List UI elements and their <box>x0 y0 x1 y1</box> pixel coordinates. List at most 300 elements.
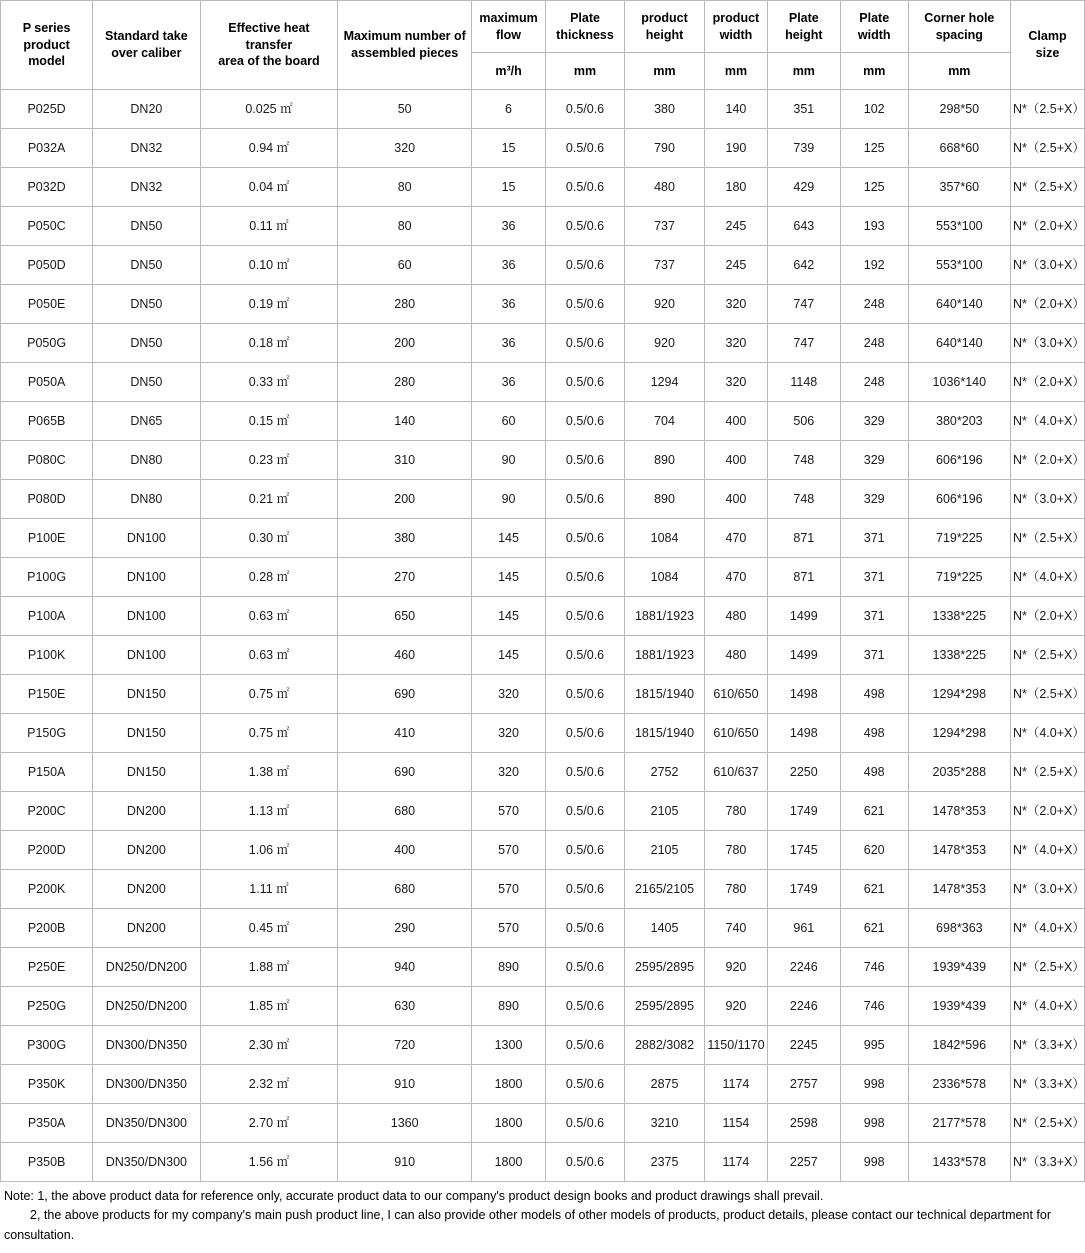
cell-product-width: 1154 <box>705 1104 768 1143</box>
table-row <box>1 714 1085 753</box>
table-row <box>1 90 1085 129</box>
col-header-max-flow: maximum flow <box>472 1 546 53</box>
cell-assembled-pieces: 280 <box>338 285 472 324</box>
cell-heat-transfer-area: 1.11 ㎡ <box>200 870 338 909</box>
cell-max-flow: 570 <box>472 909 546 948</box>
cell-product-width: 480 <box>705 597 768 636</box>
cell-plate-height: 871 <box>767 519 840 558</box>
cell-clamp-size: N*（2.0+X） <box>1010 285 1084 324</box>
cell-plate-width: 102 <box>840 90 908 129</box>
cell-corner-hole-spacing: 606*196 <box>908 441 1010 480</box>
cell-heat-transfer-area: 0.11 ㎡ <box>200 207 338 246</box>
cell-product-model: P250G <box>1 987 93 1026</box>
cell-corner-hole-spacing: 698*363 <box>908 909 1010 948</box>
cell-plate-thickness: 0.5/0.6 <box>546 363 625 402</box>
cell-assembled-pieces: 60 <box>338 246 472 285</box>
cell-corner-hole-spacing: 640*140 <box>908 285 1010 324</box>
cell-product-model: P100E <box>1 519 93 558</box>
cell-assembled-pieces: 650 <box>338 597 472 636</box>
cell-corner-hole-spacing: 719*225 <box>908 558 1010 597</box>
cell-plate-width: 998 <box>840 1065 908 1104</box>
cell-standard-caliber: DN300/DN350 <box>93 1026 200 1065</box>
notes-block <box>0 1182 1085 1253</box>
cell-product-model: P100G <box>1 558 93 597</box>
cell-plate-height: 1499 <box>767 597 840 636</box>
cell-standard-caliber: DN100 <box>93 558 200 597</box>
cell-plate-height: 739 <box>767 129 840 168</box>
cell-product-width: 400 <box>705 402 768 441</box>
cell-assembled-pieces: 380 <box>338 519 472 558</box>
cell-heat-transfer-area: 0.21 ㎡ <box>200 480 338 519</box>
cell-plate-height: 1498 <box>767 714 840 753</box>
cell-plate-thickness: 0.5/0.6 <box>546 987 625 1026</box>
cell-heat-transfer-area: 1.85 ㎡ <box>200 987 338 1026</box>
cell-clamp-size: N*（4.0+X） <box>1010 558 1084 597</box>
cell-corner-hole-spacing: 1939*439 <box>908 987 1010 1026</box>
cell-plate-width: 248 <box>840 363 908 402</box>
cell-max-flow: 90 <box>472 441 546 480</box>
cell-standard-caliber: DN80 <box>93 441 200 480</box>
cell-plate-height: 2245 <box>767 1026 840 1065</box>
cell-assembled-pieces: 320 <box>338 129 472 168</box>
cell-product-width: 1174 <box>705 1143 768 1182</box>
cell-product-model: P050A <box>1 363 93 402</box>
cell-assembled-pieces: 690 <box>338 675 472 714</box>
cell-plate-thickness: 0.5/0.6 <box>546 480 625 519</box>
cell-assembled-pieces: 630 <box>338 987 472 1026</box>
col-header-product-model: P series product model <box>1 1 93 90</box>
cell-product-width: 740 <box>705 909 768 948</box>
cell-plate-thickness: 0.5/0.6 <box>546 441 625 480</box>
cell-heat-transfer-area: 1.06 ㎡ <box>200 831 338 870</box>
unit-product-height: mm <box>625 53 705 90</box>
cell-max-flow: 36 <box>472 207 546 246</box>
cell-max-flow: 6 <box>472 90 546 129</box>
cell-product-height: 1084 <box>625 558 705 597</box>
cell-max-flow: 1800 <box>472 1104 546 1143</box>
cell-plate-height: 1498 <box>767 675 840 714</box>
cell-assembled-pieces: 200 <box>338 324 472 363</box>
note-line-1: Note: 1, the above product data for reference only, accurate product data to our company's product design books and product drawings shall prevail. <box>4 1189 824 1203</box>
cell-product-width: 470 <box>705 558 768 597</box>
cell-plate-thickness: 0.5/0.6 <box>546 714 625 753</box>
cell-product-model: P080C <box>1 441 93 480</box>
cell-product-width: 400 <box>705 441 768 480</box>
cell-plate-width: 248 <box>840 285 908 324</box>
cell-product-width: 470 <box>705 519 768 558</box>
cell-max-flow: 36 <box>472 324 546 363</box>
cell-product-width: 320 <box>705 285 768 324</box>
cell-product-width: 180 <box>705 168 768 207</box>
cell-product-height: 380 <box>625 90 705 129</box>
cell-product-height: 1405 <box>625 909 705 948</box>
cell-standard-caliber: DN250/DN200 <box>93 987 200 1026</box>
table-row <box>1 285 1085 324</box>
cell-clamp-size: N*（2.5+X） <box>1010 129 1084 168</box>
cell-product-height: 2165/2105 <box>625 870 705 909</box>
cell-plate-thickness: 0.5/0.6 <box>546 402 625 441</box>
cell-max-flow: 145 <box>472 558 546 597</box>
cell-plate-height: 1749 <box>767 870 840 909</box>
cell-product-height: 2595/2895 <box>625 948 705 987</box>
cell-corner-hole-spacing: 640*140 <box>908 324 1010 363</box>
col-header-product-height: product height <box>625 1 705 53</box>
table-row <box>1 675 1085 714</box>
cell-product-model: P300G <box>1 1026 93 1065</box>
cell-clamp-size: N*（3.0+X） <box>1010 324 1084 363</box>
cell-plate-height: 747 <box>767 285 840 324</box>
cell-clamp-size: N*（4.0+X） <box>1010 402 1084 441</box>
cell-corner-hole-spacing: 1478*353 <box>908 792 1010 831</box>
cell-plate-width: 371 <box>840 597 908 636</box>
cell-plate-thickness: 0.5/0.6 <box>546 870 625 909</box>
cell-plate-thickness: 0.5/0.6 <box>546 129 625 168</box>
col-header-plate-width: Plate width <box>840 1 908 53</box>
cell-corner-hole-spacing: 1338*225 <box>908 636 1010 675</box>
cell-product-height: 3210 <box>625 1104 705 1143</box>
cell-product-model: P100K <box>1 636 93 675</box>
cell-assembled-pieces: 270 <box>338 558 472 597</box>
cell-product-height: 1881/1923 <box>625 636 705 675</box>
cell-heat-transfer-area: 0.18 ㎡ <box>200 324 338 363</box>
unit-product-width: mm <box>705 53 768 90</box>
cell-plate-width: 998 <box>840 1143 908 1182</box>
cell-standard-caliber: DN150 <box>93 753 200 792</box>
table-row <box>1 129 1085 168</box>
cell-plate-thickness: 0.5/0.6 <box>546 324 625 363</box>
cell-product-height: 2752 <box>625 753 705 792</box>
cell-assembled-pieces: 80 <box>338 207 472 246</box>
cell-max-flow: 570 <box>472 831 546 870</box>
cell-heat-transfer-area: 0.30 ㎡ <box>200 519 338 558</box>
cell-product-height: 920 <box>625 324 705 363</box>
cell-max-flow: 90 <box>472 480 546 519</box>
cell-max-flow: 890 <box>472 948 546 987</box>
cell-plate-thickness: 0.5/0.6 <box>546 636 625 675</box>
cell-product-model: P150G <box>1 714 93 753</box>
cell-product-height: 1881/1923 <box>625 597 705 636</box>
cell-plate-thickness: 0.5/0.6 <box>546 675 625 714</box>
cell-product-model: P350A <box>1 1104 93 1143</box>
cell-clamp-size: N*（4.0+X） <box>1010 987 1084 1026</box>
cell-plate-width: 498 <box>840 753 908 792</box>
cell-plate-thickness: 0.5/0.6 <box>546 285 625 324</box>
cell-clamp-size: N*（4.0+X） <box>1010 831 1084 870</box>
cell-heat-transfer-area: 0.28 ㎡ <box>200 558 338 597</box>
cell-product-width: 1150/1170 <box>705 1026 768 1065</box>
cell-corner-hole-spacing: 668*60 <box>908 129 1010 168</box>
cell-max-flow: 320 <box>472 714 546 753</box>
cell-plate-width: 193 <box>840 207 908 246</box>
cell-assembled-pieces: 680 <box>338 870 472 909</box>
cell-assembled-pieces: 410 <box>338 714 472 753</box>
col-header-product-width: product width <box>705 1 768 53</box>
cell-plate-width: 329 <box>840 441 908 480</box>
cell-clamp-size: N*（3.0+X） <box>1010 246 1084 285</box>
cell-product-width: 780 <box>705 831 768 870</box>
cell-plate-width: 621 <box>840 909 908 948</box>
cell-plate-thickness: 0.5/0.6 <box>546 519 625 558</box>
cell-assembled-pieces: 460 <box>338 636 472 675</box>
cell-plate-height: 748 <box>767 441 840 480</box>
cell-product-model: P200B <box>1 909 93 948</box>
cell-product-width: 245 <box>705 246 768 285</box>
cell-max-flow: 36 <box>472 285 546 324</box>
cell-product-height: 1084 <box>625 519 705 558</box>
cell-max-flow: 36 <box>472 363 546 402</box>
cell-plate-thickness: 0.5/0.6 <box>546 558 625 597</box>
cell-standard-caliber: DN20 <box>93 90 200 129</box>
cell-plate-width: 125 <box>840 129 908 168</box>
header-row-titles <box>1 1 1085 53</box>
cell-standard-caliber: DN100 <box>93 519 200 558</box>
cell-assembled-pieces: 680 <box>338 792 472 831</box>
cell-standard-caliber: DN32 <box>93 129 200 168</box>
cell-clamp-size: N*（3.3+X） <box>1010 1143 1084 1182</box>
col-header-heat-transfer-area: Effective heat transfer area of the board <box>200 1 338 90</box>
cell-plate-width: 621 <box>840 870 908 909</box>
cell-clamp-size: N*（3.3+X） <box>1010 1065 1084 1104</box>
cell-corner-hole-spacing: 1478*353 <box>908 831 1010 870</box>
cell-plate-height: 2246 <box>767 987 840 1026</box>
cell-product-model: P032A <box>1 129 93 168</box>
unit-max-flow: m³/h <box>472 53 546 90</box>
cell-product-model: P150E <box>1 675 93 714</box>
cell-plate-height: 961 <box>767 909 840 948</box>
table-row <box>1 558 1085 597</box>
cell-product-model: P200D <box>1 831 93 870</box>
cell-plate-width: 998 <box>840 1104 908 1143</box>
table-row <box>1 753 1085 792</box>
cell-assembled-pieces: 690 <box>338 753 472 792</box>
cell-plate-width: 125 <box>840 168 908 207</box>
cell-standard-caliber: DN250/DN200 <box>93 948 200 987</box>
cell-max-flow: 145 <box>472 636 546 675</box>
cell-product-height: 920 <box>625 285 705 324</box>
unit-plate-thickness: mm <box>546 53 625 90</box>
cell-max-flow: 1800 <box>472 1143 546 1182</box>
cell-assembled-pieces: 310 <box>338 441 472 480</box>
cell-product-height: 790 <box>625 129 705 168</box>
cell-heat-transfer-area: 0.15 ㎡ <box>200 402 338 441</box>
cell-plate-height: 506 <box>767 402 840 441</box>
cell-max-flow: 60 <box>472 402 546 441</box>
cell-max-flow: 320 <box>472 753 546 792</box>
cell-clamp-size: N*（2.0+X） <box>1010 792 1084 831</box>
cell-standard-caliber: DN50 <box>93 246 200 285</box>
cell-standard-caliber: DN50 <box>93 363 200 402</box>
cell-plate-thickness: 0.5/0.6 <box>546 753 625 792</box>
note-line-2: 2, the above products for my company's main push product line, I can also provide other models of other models of products, product details, please contact our technical department for consultation. <box>4 1208 1051 1242</box>
cell-product-width: 320 <box>705 363 768 402</box>
cell-corner-hole-spacing: 1294*298 <box>908 714 1010 753</box>
cell-clamp-size: N*（4.0+X） <box>1010 909 1084 948</box>
table-row <box>1 1065 1085 1104</box>
cell-heat-transfer-area: 1.38 ㎡ <box>200 753 338 792</box>
table-row <box>1 831 1085 870</box>
cell-corner-hole-spacing: 1433*578 <box>908 1143 1010 1182</box>
cell-plate-thickness: 0.5/0.6 <box>546 831 625 870</box>
cell-standard-caliber: DN50 <box>93 285 200 324</box>
cell-product-model: P100A <box>1 597 93 636</box>
cell-heat-transfer-area: 1.13 ㎡ <box>200 792 338 831</box>
cell-standard-caliber: DN350/DN300 <box>93 1143 200 1182</box>
cell-plate-height: 2598 <box>767 1104 840 1143</box>
cell-heat-transfer-area: 0.19 ㎡ <box>200 285 338 324</box>
cell-plate-height: 1745 <box>767 831 840 870</box>
table-row <box>1 870 1085 909</box>
cell-max-flow: 570 <box>472 792 546 831</box>
cell-clamp-size: N*（2.0+X） <box>1010 441 1084 480</box>
cell-plate-height: 429 <box>767 168 840 207</box>
cell-standard-caliber: DN32 <box>93 168 200 207</box>
table-body <box>1 90 1085 1182</box>
cell-standard-caliber: DN200 <box>93 909 200 948</box>
table-header <box>1 1 1085 90</box>
cell-max-flow: 15 <box>472 129 546 168</box>
table-row <box>1 324 1085 363</box>
cell-plate-height: 2250 <box>767 753 840 792</box>
cell-plate-width: 995 <box>840 1026 908 1065</box>
cell-product-width: 610/650 <box>705 675 768 714</box>
cell-plate-thickness: 0.5/0.6 <box>546 168 625 207</box>
table-row <box>1 1104 1085 1143</box>
cell-corner-hole-spacing: 719*225 <box>908 519 1010 558</box>
cell-product-height: 737 <box>625 207 705 246</box>
cell-plate-height: 1749 <box>767 792 840 831</box>
cell-plate-height: 2246 <box>767 948 840 987</box>
cell-assembled-pieces: 400 <box>338 831 472 870</box>
cell-product-width: 480 <box>705 636 768 675</box>
cell-heat-transfer-area: 2.30 ㎡ <box>200 1026 338 1065</box>
unit-plate-height: mm <box>767 53 840 90</box>
cell-max-flow: 570 <box>472 870 546 909</box>
cell-product-width: 920 <box>705 948 768 987</box>
cell-standard-caliber: DN300/DN350 <box>93 1065 200 1104</box>
cell-corner-hole-spacing: 380*203 <box>908 402 1010 441</box>
cell-product-width: 400 <box>705 480 768 519</box>
cell-plate-thickness: 0.5/0.6 <box>546 1065 625 1104</box>
cell-corner-hole-spacing: 2177*578 <box>908 1104 1010 1143</box>
cell-heat-transfer-area: 0.94 ㎡ <box>200 129 338 168</box>
cell-clamp-size: N*（2.0+X） <box>1010 597 1084 636</box>
cell-standard-caliber: DN200 <box>93 792 200 831</box>
cell-clamp-size: N*（2.5+X） <box>1010 753 1084 792</box>
cell-heat-transfer-area: 0.63 ㎡ <box>200 636 338 675</box>
cell-plate-thickness: 0.5/0.6 <box>546 1104 625 1143</box>
cell-corner-hole-spacing: 298*50 <box>908 90 1010 129</box>
col-header-plate-thickness: Plate thickness <box>546 1 625 53</box>
cell-product-height: 2595/2895 <box>625 987 705 1026</box>
cell-clamp-size: N*（2.5+X） <box>1010 168 1084 207</box>
cell-product-width: 1174 <box>705 1065 768 1104</box>
table-row <box>1 402 1085 441</box>
cell-product-height: 1815/1940 <box>625 714 705 753</box>
cell-clamp-size: N*（2.0+X） <box>1010 363 1084 402</box>
cell-assembled-pieces: 720 <box>338 1026 472 1065</box>
cell-product-model: P050D <box>1 246 93 285</box>
cell-clamp-size: N*（4.0+X） <box>1010 714 1084 753</box>
table-row <box>1 792 1085 831</box>
cell-standard-caliber: DN80 <box>93 480 200 519</box>
cell-product-width: 320 <box>705 324 768 363</box>
cell-max-flow: 145 <box>472 519 546 558</box>
cell-product-model: P150A <box>1 753 93 792</box>
cell-product-model: P025D <box>1 90 93 129</box>
cell-clamp-size: N*（2.5+X） <box>1010 1104 1084 1143</box>
cell-plate-width: 329 <box>840 402 908 441</box>
cell-corner-hole-spacing: 606*196 <box>908 480 1010 519</box>
cell-corner-hole-spacing: 553*100 <box>908 207 1010 246</box>
cell-assembled-pieces: 910 <box>338 1065 472 1104</box>
cell-heat-transfer-area: 2.32 ㎡ <box>200 1065 338 1104</box>
cell-corner-hole-spacing: 1939*439 <box>908 948 1010 987</box>
cell-heat-transfer-area: 0.33 ㎡ <box>200 363 338 402</box>
cell-product-width: 190 <box>705 129 768 168</box>
cell-assembled-pieces: 200 <box>338 480 472 519</box>
cell-plate-thickness: 0.5/0.6 <box>546 792 625 831</box>
table-row <box>1 948 1085 987</box>
cell-standard-caliber: DN200 <box>93 831 200 870</box>
cell-standard-caliber: DN350/DN300 <box>93 1104 200 1143</box>
cell-corner-hole-spacing: 2336*578 <box>908 1065 1010 1104</box>
cell-product-model: P200K <box>1 870 93 909</box>
table-row <box>1 909 1085 948</box>
cell-assembled-pieces: 280 <box>338 363 472 402</box>
cell-plate-width: 329 <box>840 480 908 519</box>
cell-product-height: 2875 <box>625 1065 705 1104</box>
cell-corner-hole-spacing: 357*60 <box>908 168 1010 207</box>
col-header-plate-height: Plate height <box>767 1 840 53</box>
cell-product-model: P050C <box>1 207 93 246</box>
col-header-assembled-pieces: Maximum number of assembled pieces <box>338 1 472 90</box>
cell-max-flow: 145 <box>472 597 546 636</box>
cell-corner-hole-spacing: 1036*140 <box>908 363 1010 402</box>
cell-plate-height: 1148 <box>767 363 840 402</box>
cell-assembled-pieces: 50 <box>338 90 472 129</box>
cell-product-model: P350B <box>1 1143 93 1182</box>
cell-standard-caliber: DN150 <box>93 675 200 714</box>
cell-assembled-pieces: 290 <box>338 909 472 948</box>
cell-plate-height: 2257 <box>767 1143 840 1182</box>
cell-corner-hole-spacing: 553*100 <box>908 246 1010 285</box>
cell-assembled-pieces: 910 <box>338 1143 472 1182</box>
cell-clamp-size: N*（2.5+X） <box>1010 675 1084 714</box>
cell-corner-hole-spacing: 2035*288 <box>908 753 1010 792</box>
cell-plate-height: 748 <box>767 480 840 519</box>
cell-plate-width: 498 <box>840 675 908 714</box>
cell-standard-caliber: DN100 <box>93 636 200 675</box>
cell-plate-width: 248 <box>840 324 908 363</box>
cell-product-height: 1294 <box>625 363 705 402</box>
cell-plate-height: 642 <box>767 246 840 285</box>
cell-plate-thickness: 0.5/0.6 <box>546 90 625 129</box>
cell-product-height: 1815/1940 <box>625 675 705 714</box>
cell-standard-caliber: DN65 <box>93 402 200 441</box>
cell-plate-height: 2757 <box>767 1065 840 1104</box>
cell-max-flow: 320 <box>472 675 546 714</box>
cell-plate-width: 746 <box>840 987 908 1026</box>
cell-clamp-size: N*（2.5+X） <box>1010 636 1084 675</box>
cell-max-flow: 1800 <box>472 1065 546 1104</box>
cell-clamp-size: N*（2.0+X） <box>1010 207 1084 246</box>
cell-product-width: 780 <box>705 870 768 909</box>
cell-corner-hole-spacing: 1842*596 <box>908 1026 1010 1065</box>
cell-heat-transfer-area: 0.75 ㎡ <box>200 714 338 753</box>
cell-plate-height: 1499 <box>767 636 840 675</box>
table-row <box>1 363 1085 402</box>
cell-heat-transfer-area: 0.45 ㎡ <box>200 909 338 948</box>
